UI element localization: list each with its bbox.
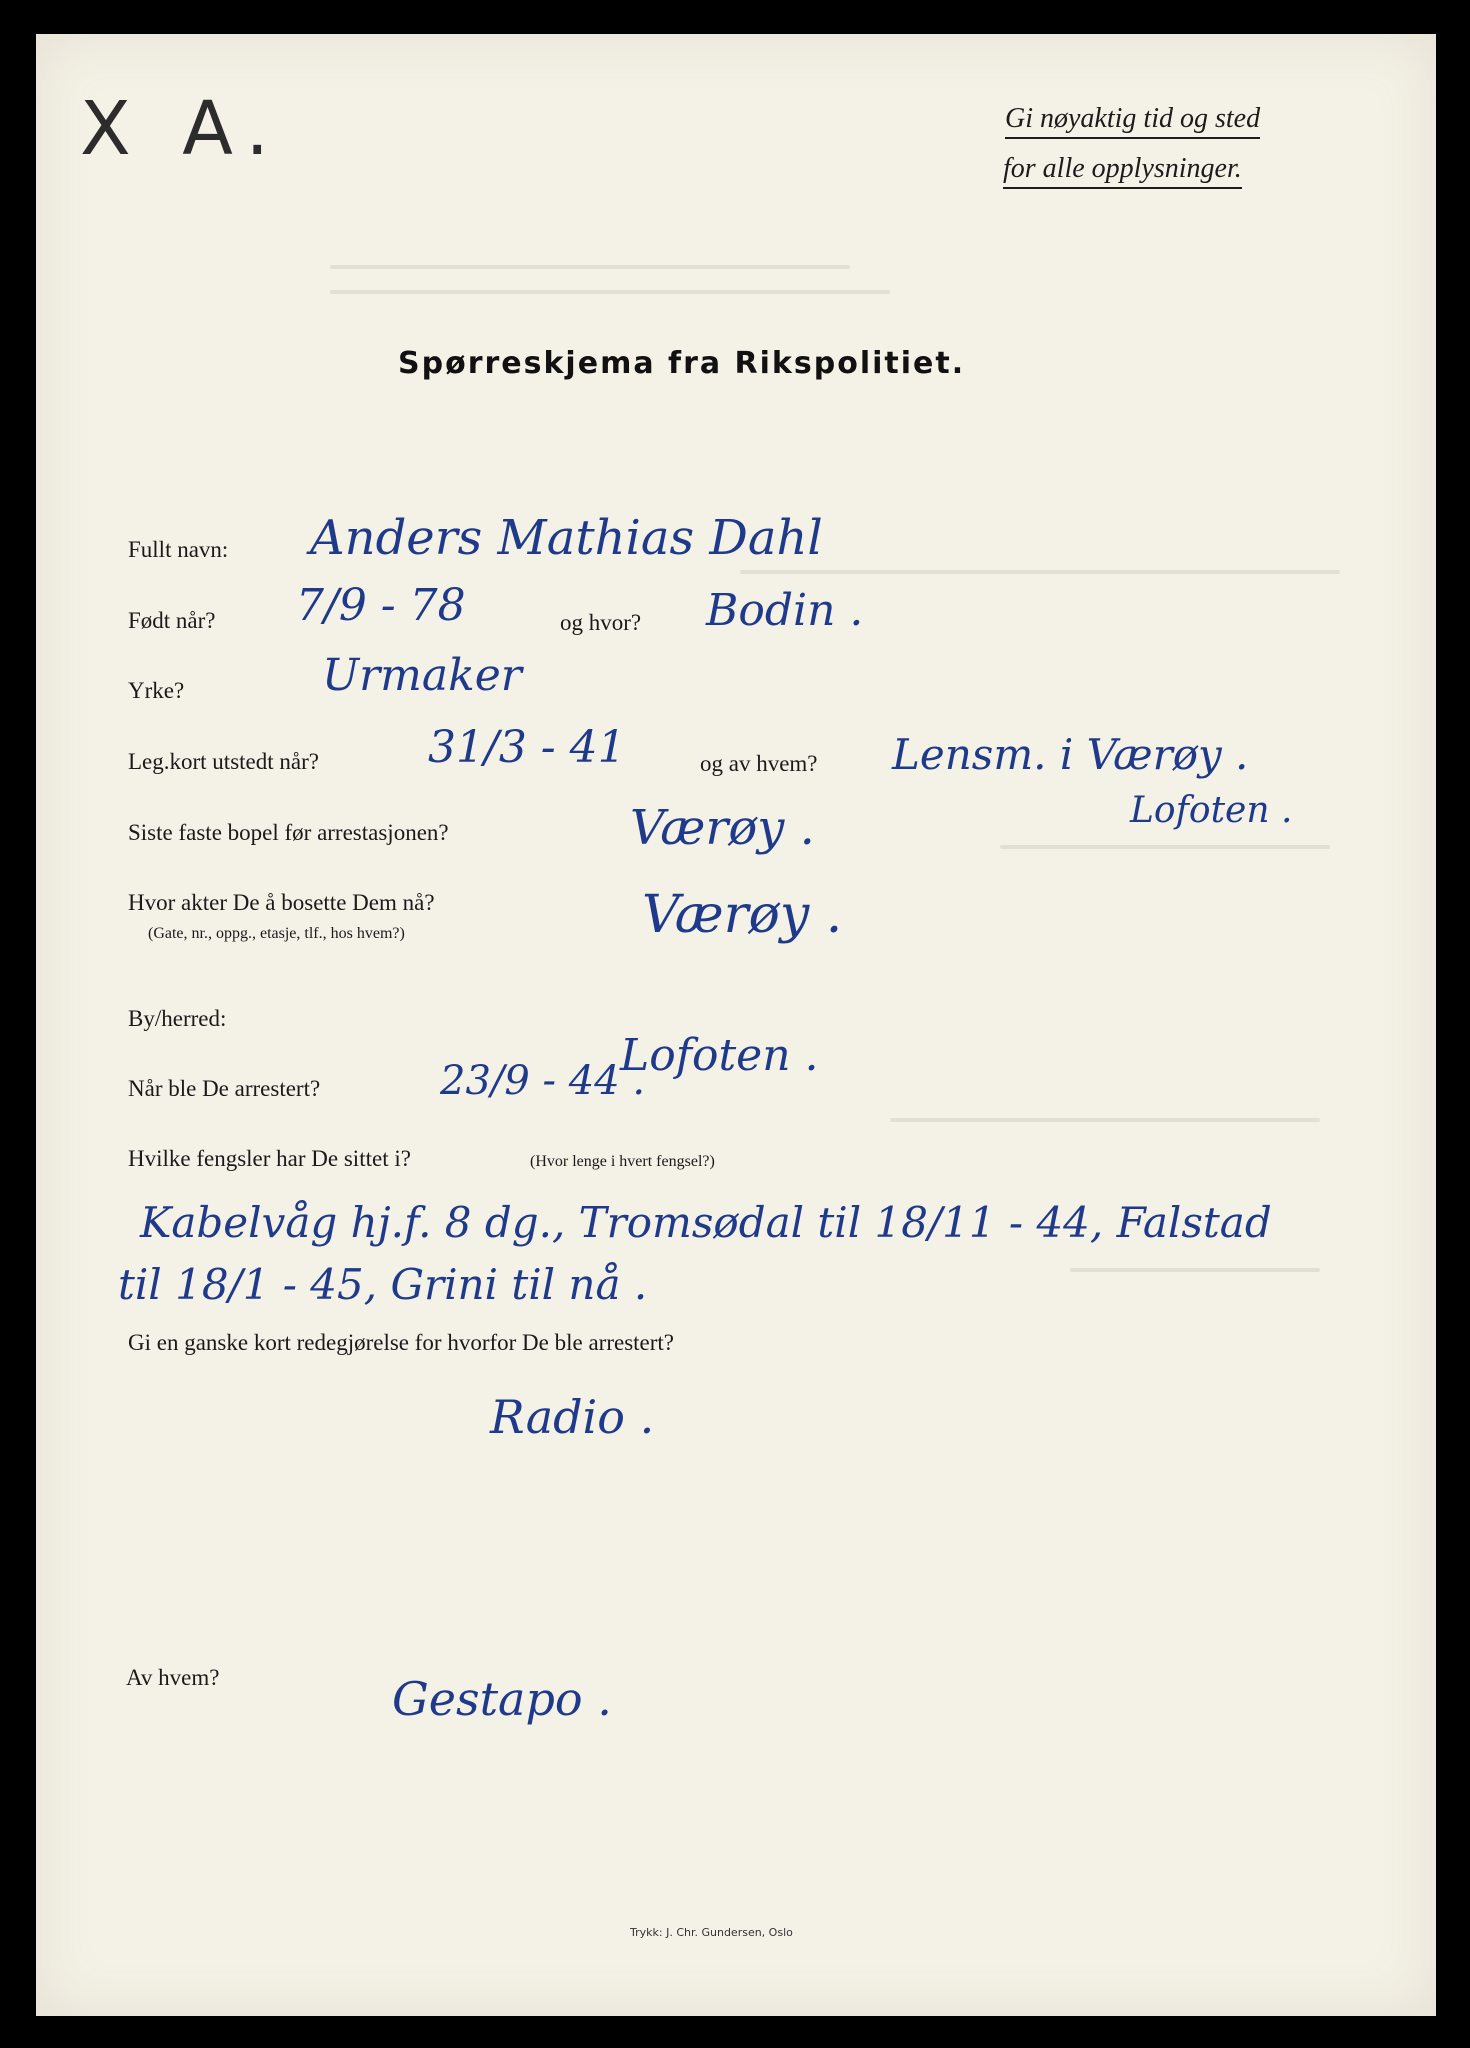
answer-id-issued-when[interactable]: 31/3 - 41 bbox=[428, 722, 626, 773]
show-through-line bbox=[330, 265, 850, 269]
label-born-where: og hvor? bbox=[560, 610, 642, 635]
label-last-residence: Siste faste bopel før arrestasjonen? bbox=[128, 820, 449, 845]
show-through-line bbox=[1000, 845, 1330, 849]
label-settle-hint: (Gate, nr., oppg., etasje, tlf., hos hvem?) bbox=[148, 925, 405, 942]
label-arrested-by: Av hvem? bbox=[126, 1665, 220, 1690]
answer-arrested-by[interactable]: Gestapo . bbox=[392, 1672, 612, 1726]
answer-municipality[interactable]: Lofoten . bbox=[620, 1030, 819, 1081]
label-municipality: By/herred: bbox=[128, 1006, 227, 1031]
show-through-line bbox=[890, 1118, 1320, 1122]
answer-id-issued-by[interactable]: Lensm. i Værøy . bbox=[892, 730, 1249, 779]
answer-last-residence[interactable]: Værøy . bbox=[630, 800, 815, 856]
answer-arrested-when[interactable]: 23/9 - 44 . bbox=[440, 1058, 646, 1104]
form-paper bbox=[36, 34, 1436, 2016]
answer-born-when[interactable]: 7/9 - 78 bbox=[296, 580, 466, 631]
label-born-when: Født når? bbox=[128, 608, 216, 633]
label-arrest-reason: Gi en ganske kort redegjørelse for hvorfor De ble arrestert? bbox=[128, 1330, 675, 1355]
show-through-line bbox=[740, 570, 1340, 574]
form-title: Spørreskjema fra Rikspolitiet. bbox=[398, 346, 966, 381]
answer-full-name[interactable]: Anders Mathias Dahl bbox=[310, 510, 823, 566]
label-prisons-hint: (Hvor lenge i hvert fengsel?) bbox=[530, 1153, 715, 1170]
label-settle-now: Hvor akter De å bosette Dem nå? bbox=[128, 890, 435, 915]
answer-born-where[interactable]: Bodin . bbox=[706, 585, 864, 636]
show-through-line bbox=[1070, 1268, 1320, 1272]
pencil-mark: X A. bbox=[80, 86, 284, 172]
instruction-note-line1: Gi nøyaktig tid og sted bbox=[1005, 103, 1260, 139]
answer-arrest-reason[interactable]: Radio . bbox=[490, 1390, 655, 1444]
answer-settle-now[interactable]: Værøy . bbox=[642, 885, 843, 945]
instruction-note-line2: for alle opplysninger. bbox=[1003, 153, 1242, 189]
label-arrested-when: Når ble De arrestert? bbox=[128, 1076, 321, 1101]
printer-imprint: Trykk: J. Chr. Gundersen, Oslo bbox=[630, 1926, 793, 1939]
answer-occupation[interactable]: Urmaker bbox=[322, 650, 522, 701]
label-prisons: Hvilke fengsler har De sittet i? bbox=[128, 1146, 411, 1171]
label-occupation: Yrke? bbox=[128, 678, 185, 703]
answer-id-issued-by-continued[interactable]: Lofoten . bbox=[1130, 790, 1293, 831]
show-through-line bbox=[330, 290, 890, 294]
answer-prisons-line2[interactable]: til 18/1 - 45, Grini til nå . bbox=[118, 1260, 648, 1309]
label-id-issued-when: Leg.kort utstedt når? bbox=[128, 749, 319, 774]
answer-prisons-line1[interactable]: Kabelvåg hj.f. 8 dg., Tromsødal til 18/11 - 44, Falstad bbox=[140, 1198, 1272, 1247]
label-id-issued-by: og av hvem? bbox=[700, 751, 818, 776]
label-full-name: Fullt navn: bbox=[128, 537, 229, 562]
